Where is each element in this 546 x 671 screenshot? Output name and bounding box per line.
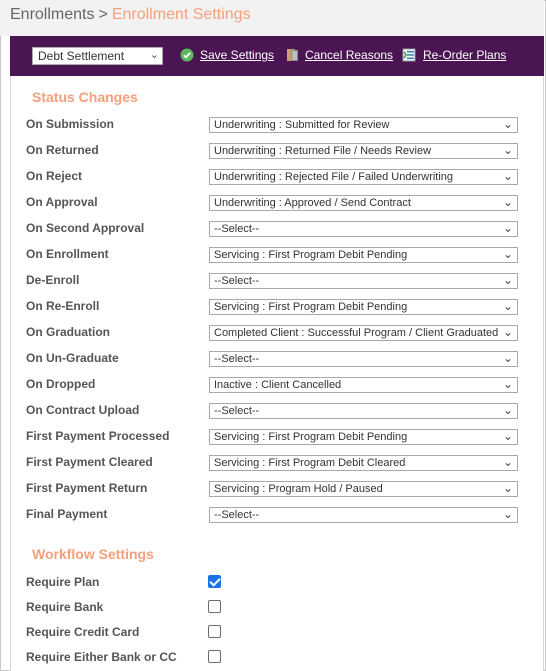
status-select[interactable]	[209, 351, 518, 367]
reorder-plans-button[interactable]: Re-Order Plans	[423, 48, 507, 62]
chevron-down-icon: ⌄	[502, 143, 514, 157]
plan-select[interactable]	[32, 47, 163, 65]
status-select-value: Servicing : Program Hold / Paused	[214, 483, 383, 495]
status-select-value: --Select--	[214, 353, 260, 365]
status-row-label: First Payment Cleared	[26, 455, 153, 469]
status-select-value: Servicing : First Program Debit Pending	[214, 301, 408, 313]
status-select-value: Servicing : First Program Debit Pending	[214, 249, 408, 261]
chevron-down-icon: ⌄	[502, 195, 514, 209]
status-row-label: First Payment Return	[26, 481, 148, 495]
workflow-checkbox[interactable]	[208, 575, 221, 588]
status-select-value: Servicing : First Program Debit Cleared	[214, 457, 406, 469]
cancel-reasons-button[interactable]: Cancel Reasons	[305, 48, 394, 62]
chevron-down-icon: ⌄	[502, 455, 514, 469]
check-circle-icon	[180, 48, 194, 62]
status-select[interactable]	[209, 455, 518, 471]
status-changes-heading: Status Changes	[32, 89, 138, 105]
breadcrumb-root[interactable]: Enrollments	[10, 6, 95, 23]
door-icon	[286, 48, 300, 62]
status-select[interactable]	[209, 403, 518, 419]
status-select[interactable]	[209, 247, 518, 263]
status-select[interactable]	[209, 117, 518, 133]
status-select[interactable]	[209, 273, 518, 289]
toolbar	[10, 36, 544, 76]
save-settings-button[interactable]: Save Settings	[200, 48, 275, 62]
status-row-label: On Second Approval	[26, 221, 145, 235]
status-row-label: On Submission	[26, 117, 115, 131]
status-row-label: On Graduation	[26, 325, 110, 339]
status-select-value: --Select--	[214, 405, 260, 417]
status-row-label: On Reject	[26, 169, 83, 183]
chevron-down-icon: ⌄	[502, 507, 514, 521]
plan-select-value: Debt Settlement	[38, 49, 125, 63]
status-select[interactable]	[209, 169, 518, 185]
reorder-list-icon	[402, 48, 416, 62]
status-row-label: On Approval	[26, 195, 98, 209]
status-row-label: On Un-Graduate	[26, 351, 119, 365]
status-select[interactable]	[209, 299, 518, 315]
chevron-down-icon: ⌄	[502, 429, 514, 443]
status-select-value: Inactive : Client Cancelled	[214, 379, 342, 391]
status-select[interactable]	[209, 429, 518, 445]
chevron-down-icon: ⌄	[502, 169, 514, 183]
status-select-value: Underwriting : Approved / Send Contract	[214, 197, 411, 209]
status-select-value: --Select--	[214, 509, 260, 521]
status-row-label: First Payment Processed	[26, 429, 170, 443]
status-row-label: On Contract Upload	[26, 403, 140, 417]
chevron-down-icon: ⌄	[149, 49, 159, 61]
status-select[interactable]	[209, 481, 518, 497]
workflow-checkbox[interactable]	[208, 625, 221, 638]
chevron-down-icon: ⌄	[502, 247, 514, 261]
workflow-row-label: Require Either Bank or CC	[26, 650, 177, 664]
page-title: Enrollment Settings	[111, 6, 251, 23]
workflow-row-label: Require Plan	[26, 575, 100, 589]
workflow-row-label: Require Bank	[26, 600, 104, 614]
status-select-value: --Select--	[214, 275, 260, 287]
status-select[interactable]	[209, 143, 518, 159]
workflow-row-label: Require Credit Card	[26, 625, 140, 639]
status-row-label: De-Enroll	[26, 273, 80, 287]
status-select-value: Underwriting : Rejected File / Failed Underwriting	[214, 171, 454, 183]
workflow-checkbox[interactable]	[208, 650, 221, 663]
status-row-label: On Dropped	[26, 377, 96, 391]
breadcrumb-separator: >	[98, 6, 108, 23]
status-select-value: Underwriting : Submitted for Review	[214, 119, 390, 131]
chevron-down-icon: ⌄	[502, 273, 514, 287]
status-select-value: Underwriting : Returned File / Needs Review	[214, 145, 432, 157]
chevron-down-icon: ⌄	[502, 221, 514, 235]
chevron-down-icon: ⌄	[502, 117, 514, 131]
status-select[interactable]	[209, 325, 518, 341]
status-select-value: Completed Client : Successful Program / Client Graduated	[214, 327, 499, 339]
status-select[interactable]	[209, 377, 518, 393]
status-row-label: On Enrollment	[26, 247, 109, 261]
chevron-down-icon: ⌄	[502, 481, 514, 495]
status-row-label: On Returned	[26, 143, 99, 157]
breadcrumb	[0, 0, 544, 36]
chevron-down-icon: ⌄	[502, 299, 514, 313]
chevron-down-icon: ⌄	[502, 351, 514, 365]
status-select[interactable]	[209, 195, 518, 211]
status-select-value: --Select--	[214, 223, 260, 235]
status-select[interactable]	[209, 221, 518, 237]
status-select-value: Servicing : First Program Debit Pending	[214, 431, 408, 443]
chevron-down-icon: ⌄	[502, 403, 514, 417]
status-select[interactable]	[209, 507, 518, 523]
chevron-down-icon: ⌄	[502, 325, 514, 339]
status-row-label: Final Payment	[26, 507, 108, 521]
workflow-checkbox[interactable]	[208, 600, 221, 613]
status-row-label: On Re-Enroll	[26, 299, 100, 313]
workflow-settings-heading: Workflow Settings	[32, 546, 154, 562]
chevron-down-icon: ⌄	[502, 377, 514, 391]
